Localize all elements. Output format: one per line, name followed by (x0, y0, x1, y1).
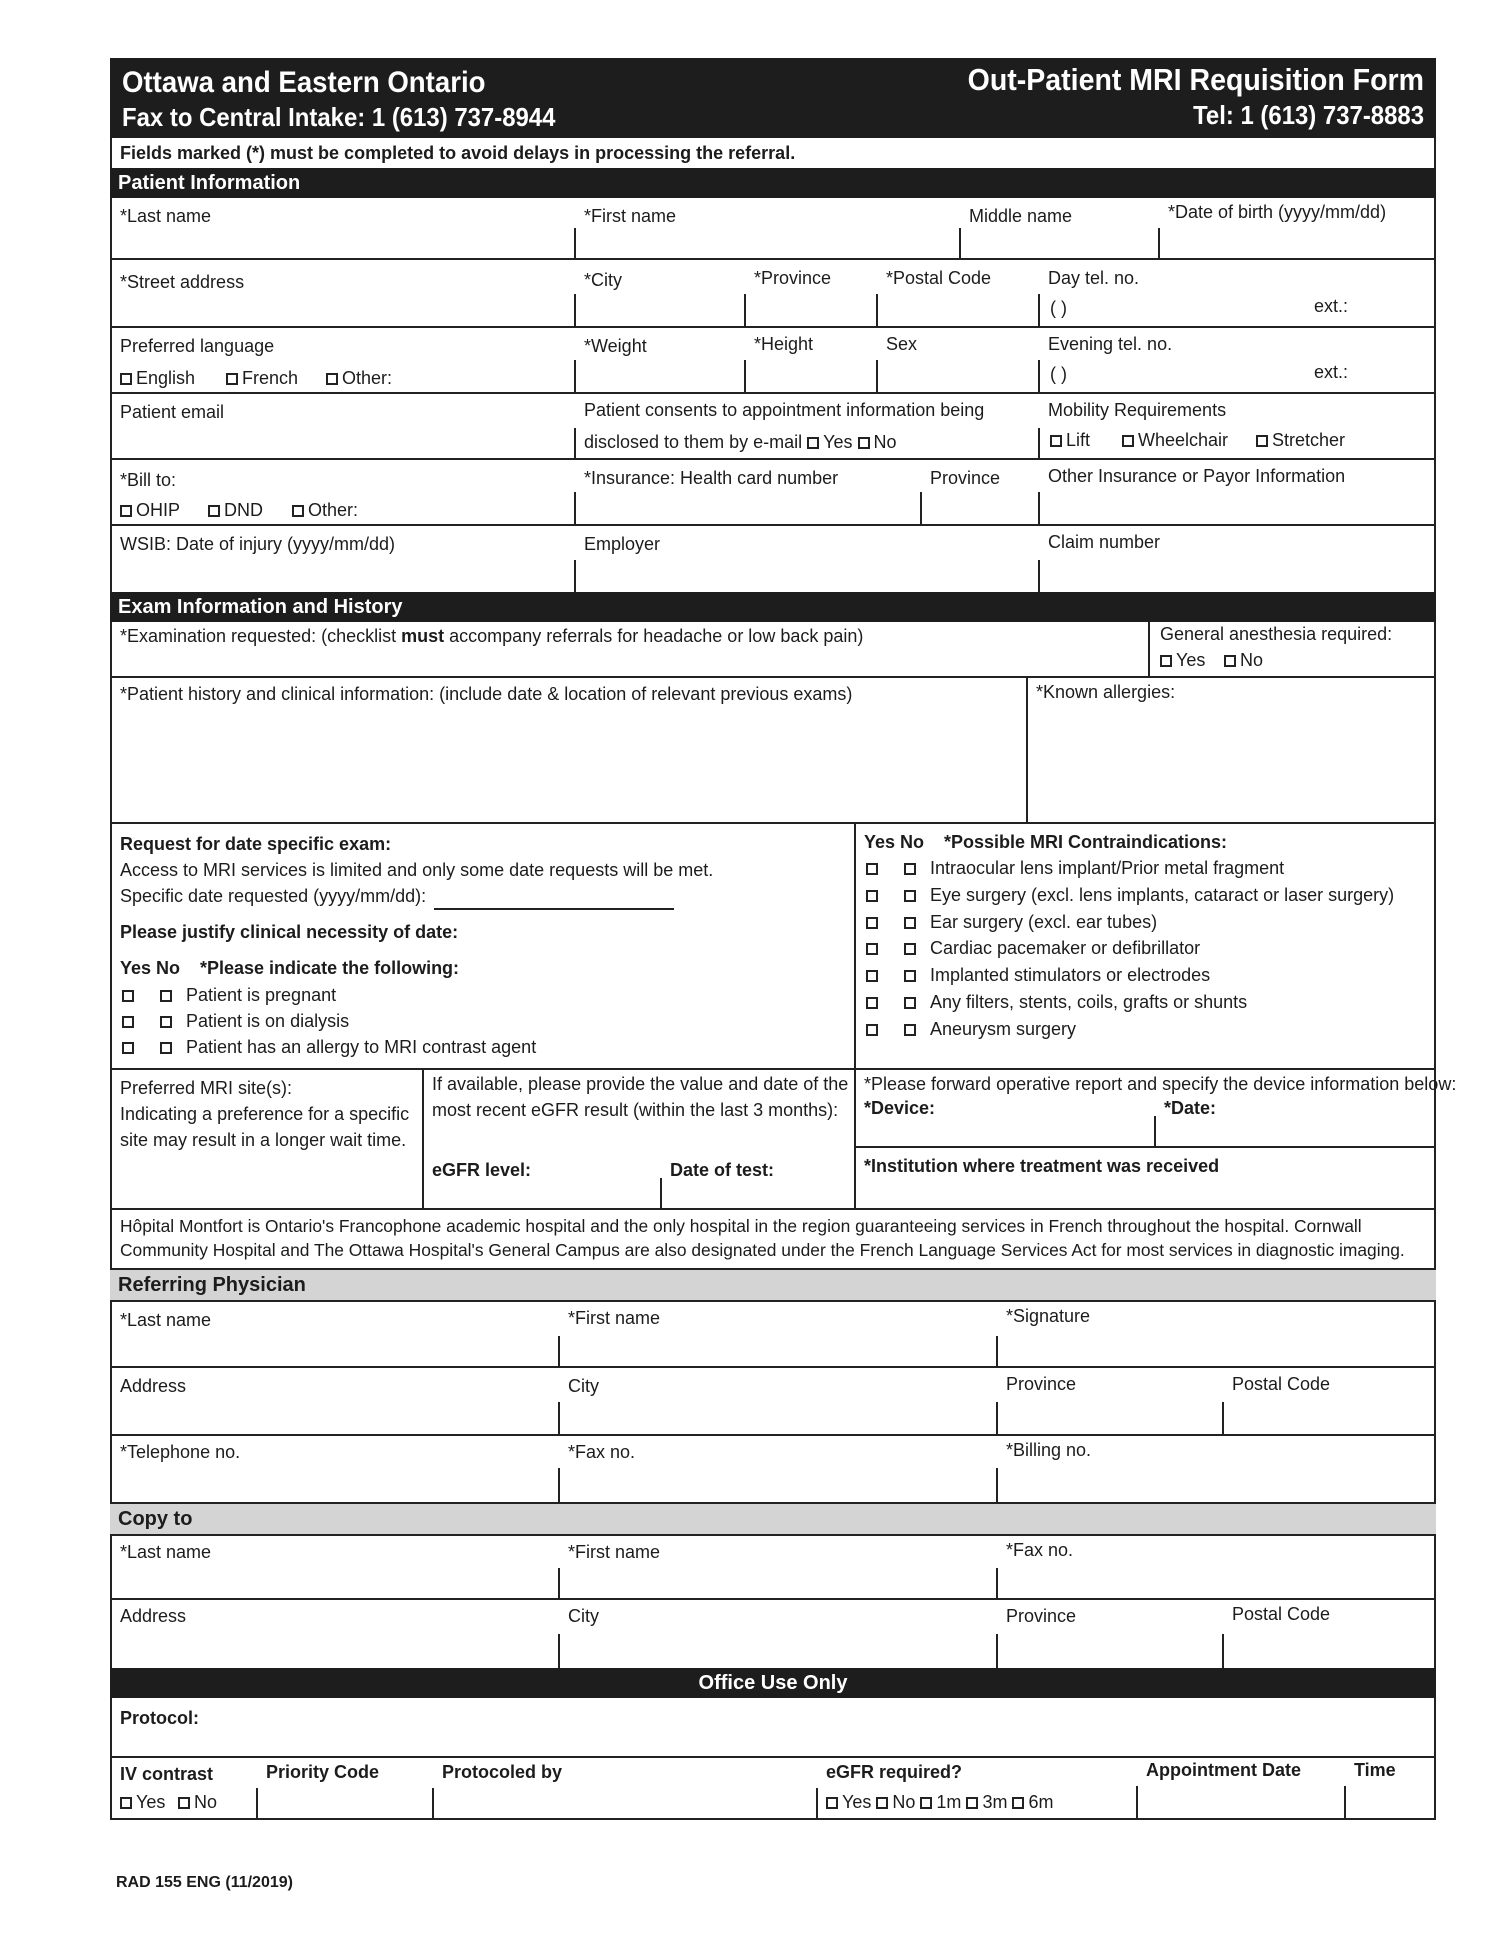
physician-address-row (110, 1368, 1436, 1436)
dob-field[interactable] (1158, 228, 1160, 258)
physician-fax-label: *Fax no. (568, 1442, 636, 1462)
consent-no-checkbox[interactable] (858, 437, 870, 449)
pref-site-label: Preferred MRI site(s): (120, 1078, 293, 1098)
city-label: *City (584, 270, 623, 290)
indicate-title: *Please indicate the following: (200, 958, 460, 978)
device-date-field[interactable] (1154, 1116, 1156, 1146)
anesthesia-no-checkbox[interactable]: No (1224, 650, 1263, 671)
lang-english-checkbox[interactable]: English (120, 368, 195, 389)
physician-province-field[interactable] (996, 1402, 998, 1434)
copy-address-row (110, 1600, 1436, 1668)
patient-address-row (110, 260, 1436, 328)
egfr-note-1: If available, please provide the value and date of the (432, 1074, 849, 1094)
day-tel-field[interactable] (1038, 294, 1040, 326)
copy-postal-field[interactable] (1222, 1634, 1224, 1668)
evening-tel-label: Evening tel. no. (1048, 334, 1173, 354)
physician-last-name-label: *Last name (120, 1310, 212, 1330)
form-code: RAD 155 ENG (11/2019) (116, 1874, 293, 1891)
protocoled-by-label: Protocoled by (442, 1762, 563, 1782)
tel-number: Tel: 1 (613) 737-8883 (1193, 100, 1424, 130)
copy-first-name-label: *First name (568, 1542, 661, 1562)
protocoled-by-field[interactable] (432, 1788, 434, 1818)
appointment-date-field[interactable] (1136, 1786, 1138, 1818)
copy-section-header: Copy to (110, 1502, 1436, 1534)
physician-signature-label: *Signature (1006, 1306, 1091, 1326)
required-note: Fields marked (*) must be completed to avoid delays in processing the referral. (110, 138, 1436, 168)
patient-section-header: Patient Information (110, 168, 1436, 198)
date-of-test-label: Date of test: (670, 1160, 775, 1180)
physician-fax-field[interactable] (558, 1468, 560, 1502)
day-tel-label: Day tel. no. (1048, 268, 1140, 288)
physician-billing-label: *Billing no. (1006, 1440, 1092, 1460)
mobility-label: Mobility Requirements (1048, 400, 1227, 420)
pref-site-note-2: site may result in a longer wait time. (120, 1130, 407, 1150)
exam-section-header: Exam Information and History (110, 592, 1436, 622)
claim-field[interactable] (1038, 560, 1040, 592)
patient-wsib-row (110, 526, 1436, 592)
office-details-row (110, 1758, 1436, 1820)
anesthesia-yes-checkbox[interactable]: Yes (1160, 650, 1205, 671)
forward-note: *Please forward operative report and specify the device information below: (864, 1074, 1457, 1094)
consent-label: Patient consents to appointment information being (584, 400, 985, 420)
contra-item-3[interactable]: Cardiac pacemaker or defibrillator (866, 938, 1200, 959)
mobility-wheelchair-checkbox[interactable]: Wheelchair (1122, 430, 1228, 451)
physician-first-name-field[interactable] (558, 1336, 560, 1368)
copy-postal-label: Postal Code (1232, 1604, 1331, 1624)
contrast-allergy-checkbox-row[interactable]: Patient has an allergy to MRI contrast agent (122, 1037, 536, 1058)
time-field[interactable] (1344, 1786, 1346, 1818)
postal-field[interactable] (876, 294, 878, 326)
specific-date-label: Specific date requested (yyyy/mm/dd): (120, 886, 427, 906)
copy-last-name-label: *Last name (120, 1542, 212, 1562)
site-egfr-row (110, 1070, 1457, 1210)
employer-field[interactable] (574, 560, 576, 592)
montfort-note-2: Community Hospital and The Ottawa Hospital's General Campus are also designated under the French Language Services Act for most services in diagnostic imaging. (120, 1240, 1405, 1260)
email-label: Patient email (120, 402, 225, 422)
height-label: *Height (754, 334, 814, 354)
physician-contact-row (110, 1436, 1436, 1502)
contra-title: *Possible MRI Contraindications: (944, 832, 1228, 852)
province-label: *Province (754, 268, 832, 288)
dialysis-checkbox-row[interactable]: Patient is on dialysis (122, 1011, 349, 1032)
lang-french-checkbox[interactable]: French (226, 368, 298, 389)
copy-first-name-field[interactable] (558, 1568, 560, 1600)
physician-tel-label: *Telephone no. (120, 1442, 241, 1462)
office-section-header: Office Use Only (110, 1668, 1436, 1698)
history-row (110, 678, 1436, 824)
anesthesia-label: General anesthesia required: (1160, 624, 1393, 644)
wsib-label: WSIB: Date of injury (yyyy/mm/dd) (120, 534, 396, 554)
copy-fax-field[interactable] (996, 1568, 998, 1600)
other-insurance-label: Other Insurance or Payor Information (1048, 466, 1346, 486)
date-contra-row (110, 824, 1436, 1070)
copy-name-row (110, 1534, 1436, 1600)
health-card-label: *Insurance: Health card number (584, 468, 839, 488)
evening-tel-field[interactable] (1038, 360, 1040, 392)
physician-billing-field[interactable] (996, 1468, 998, 1502)
sex-field[interactable] (876, 360, 878, 392)
day-tel-ext: ext.: (1314, 296, 1349, 316)
form-header (110, 58, 1436, 138)
contra-item-4[interactable]: Implanted stimulators or electrodes (866, 965, 1210, 986)
mobility-stretcher-checkbox[interactable]: Stretcher (1256, 430, 1345, 451)
form-title: Out-Patient MRI Requisition Form (967, 62, 1424, 97)
consent-yes-checkbox[interactable] (807, 437, 819, 449)
height-field[interactable] (744, 360, 746, 392)
patient-email-row (110, 394, 1436, 460)
egfr-required-label: eGFR required? (826, 1762, 963, 1782)
indicate-yes-no: Yes No (120, 958, 181, 978)
iv-yes-checkbox[interactable]: Yes (120, 1792, 165, 1813)
copy-city-field[interactable] (558, 1634, 560, 1668)
health-card-field[interactable] (574, 492, 576, 524)
egfr-note-2: most recent eGFR result (within the last 3 months): (432, 1100, 839, 1120)
evening-tel-ext: ext.: (1314, 362, 1349, 382)
physician-first-name-label: *First name (568, 1308, 661, 1328)
day-tel-paren: ( ) (1050, 298, 1067, 318)
allergies-label: *Known allergies: (1036, 682, 1176, 702)
contra-item-2[interactable]: Ear surgery (excl. ear tubes) (866, 912, 1157, 933)
physician-signature-field[interactable] (996, 1336, 998, 1368)
exam-requested-label: *Examination requested: (checklist must accompany referrals for headache or low back pain) (120, 626, 864, 646)
copy-address-label: Address (120, 1606, 187, 1626)
institution-label: *Institution where treatment was received (864, 1156, 1220, 1176)
physician-postal-label: Postal Code (1232, 1374, 1331, 1394)
consent-label-2: disclosed to them by e-mail Yes No (584, 432, 897, 452)
copy-fax-label: *Fax no. (1006, 1540, 1074, 1560)
montfort-note-row (110, 1210, 1436, 1268)
dob-label: *Date of birth (yyyy/mm/dd) (1168, 202, 1387, 222)
contra-item-0[interactable]: Intraocular lens implant/Prior metal fragment (866, 858, 1284, 879)
history-label: *Patient history and clinical information: (include date & location of relevant previous exams) (120, 684, 853, 704)
patient-billing-row (110, 460, 1436, 526)
contra-item-1[interactable]: Eye surgery (excl. lens implants, cataract or laser surgery) (866, 885, 1394, 906)
bill-dnd-checkbox[interactable]: DND (208, 500, 263, 521)
egfr-level-label: eGFR level: (432, 1160, 532, 1180)
weight-label: *Weight (584, 336, 647, 356)
device-date-label: *Date: (1164, 1098, 1217, 1118)
exam-requested-row (110, 622, 1436, 678)
pregnant-checkbox-row[interactable]: Patient is pregnant (122, 985, 336, 1006)
hc-province-label: Province (930, 468, 1001, 488)
physician-section-header: Referring Physician (110, 1268, 1436, 1300)
contra-item-5[interactable]: Any filters, stents, coils, grafts or shunts (866, 992, 1247, 1013)
copy-city-label: City (568, 1606, 599, 1626)
copy-province-label: Province (1006, 1606, 1077, 1626)
bill-ohip-checkbox[interactable]: OHIP (120, 500, 180, 521)
date-specific-title: Request for date specific exam: (120, 834, 392, 854)
fax-number: Fax to Central Intake: 1 (613) 737-8944 (122, 102, 556, 132)
priority-field[interactable] (256, 1788, 258, 1818)
physician-name-row (110, 1300, 1436, 1368)
priority-label: Priority Code (266, 1762, 380, 1782)
protocol-row (110, 1698, 1436, 1758)
language-label: Preferred language (120, 336, 275, 356)
middle-name-label: Middle name (969, 206, 1073, 226)
montfort-note-1: Hôpital Montfort is Ontario's Francophone academic hospital and the only hospital in the region guaranteeing services in French throughout the hospital. Cornwall (120, 1216, 1362, 1236)
copy-province-field[interactable] (996, 1634, 998, 1668)
lang-other-checkbox[interactable]: Other: (326, 368, 392, 389)
first-name-field[interactable] (574, 228, 576, 258)
iv-contrast-label: IV contrast (120, 1764, 214, 1784)
device-label: *Device: (864, 1098, 936, 1118)
iv-no-checkbox[interactable]: No (178, 1792, 217, 1813)
pref-site-note-1: Indicating a preference for a specific (120, 1104, 410, 1124)
sex-label: Sex (886, 334, 918, 354)
first-name-label: *First name (584, 206, 677, 226)
other-insurance-field[interactable] (1038, 492, 1040, 524)
claim-label: Claim number (1048, 532, 1161, 552)
appointment-date-label: Appointment Date (1146, 1760, 1301, 1780)
specific-date-field[interactable] (434, 908, 674, 910)
physician-city-label: City (568, 1376, 599, 1396)
province-field[interactable] (744, 294, 746, 326)
evening-tel-paren: ( ) (1050, 364, 1067, 384)
date-of-test-field[interactable] (660, 1178, 662, 1208)
bill-to-label: *Bill to: (120, 470, 177, 490)
egfr-required-options[interactable]: Yes No 1m 3m 6m (826, 1792, 1054, 1813)
region-title: Ottawa and Eastern Ontario (122, 66, 486, 99)
protocol-label: Protocol: (120, 1708, 199, 1728)
contra-item-6[interactable]: Aneurysm surgery (866, 1019, 1076, 1040)
middle-name-field[interactable] (959, 228, 961, 258)
patient-lang-row (110, 328, 1436, 394)
mri-requisition-form (110, 58, 1457, 1820)
hc-province-field[interactable] (920, 492, 922, 524)
bill-other-checkbox[interactable]: Other: (292, 500, 358, 521)
physician-address-label: Address (120, 1376, 187, 1396)
last-name-label: *Last name (120, 206, 212, 226)
mobility-lift-checkbox[interactable]: Lift (1050, 430, 1090, 451)
physician-postal-field[interactable] (1222, 1402, 1224, 1434)
access-note: Access to MRI services is limited and only some date requests will be met. (120, 860, 714, 880)
patient-name-row (110, 198, 1436, 260)
postal-label: *Postal Code (886, 268, 992, 288)
contra-yes-no: Yes No (864, 832, 925, 852)
physician-city-field[interactable] (558, 1402, 560, 1434)
employer-label: Employer (584, 534, 661, 554)
street-label: *Street address (120, 272, 245, 292)
physician-province-label: Province (1006, 1374, 1077, 1394)
justify-label: Please justify clinical necessity of date: (120, 922, 459, 942)
weight-field[interactable] (574, 360, 576, 392)
time-label: Time (1354, 1760, 1396, 1780)
city-field[interactable] (574, 294, 576, 326)
